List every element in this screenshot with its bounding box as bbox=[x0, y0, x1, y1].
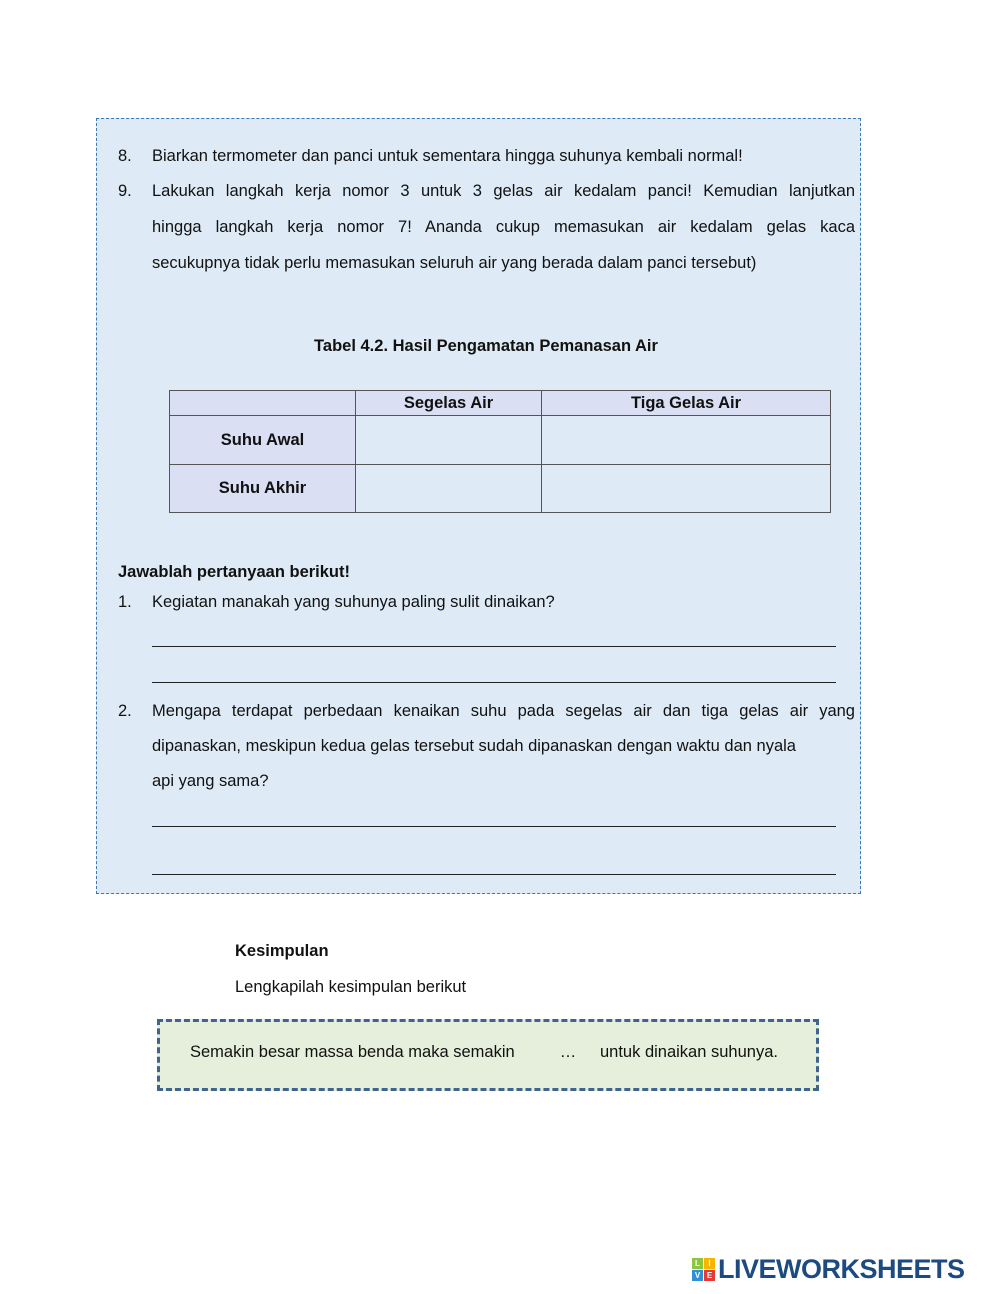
table-header: Tiga Gelas Air bbox=[542, 391, 831, 416]
logo-square: E bbox=[704, 1270, 715, 1281]
step-number: 8. bbox=[118, 147, 132, 165]
answer-line[interactable] bbox=[152, 628, 836, 647]
answer-line[interactable] bbox=[152, 856, 836, 875]
question-text: Mengapa terdapat perbedaan kenaikan suhu pada segelas air dan tiga gelas air yang bbox=[152, 702, 855, 720]
step-text: Biarkan termometer dan panci untuk sementara hingga suhunya kembali normal! bbox=[152, 147, 743, 165]
logo-square: L bbox=[692, 1258, 703, 1269]
conclusion-instruction: Lengkapilah kesimpulan berikut bbox=[235, 978, 467, 996]
step-number: 9. bbox=[118, 182, 132, 200]
logo-squares-icon bbox=[692, 1258, 715, 1281]
logo-square: I bbox=[704, 1258, 715, 1269]
liveworksheets-logo bbox=[692, 1254, 965, 1285]
answer-line[interactable] bbox=[152, 664, 836, 683]
conclusion-text: Semakin besar massa benda maka semakin bbox=[190, 1043, 515, 1061]
logo-square: V bbox=[692, 1270, 703, 1281]
table-title: Tabel 4.2. Hasil Pengamatan Pemanasan Air bbox=[314, 337, 658, 355]
question-number: 1. bbox=[118, 593, 132, 611]
answer-line[interactable] bbox=[152, 808, 836, 827]
question-text: api yang sama? bbox=[152, 772, 269, 790]
conclusion-blank[interactable]: … bbox=[559, 1043, 577, 1061]
question-text: dipanaskan, meskipun kedua gelas tersebut sudah dipanaskan dengan waktu dan nyala bbox=[152, 737, 796, 755]
table-header: Segelas Air bbox=[356, 391, 542, 416]
questions-heading: Jawablah pertanyaan berikut! bbox=[118, 563, 350, 581]
cell-tiga-awal[interactable] bbox=[542, 416, 831, 465]
step-text: secukupnya tidak perlu memasukan seluruh air yang berada dalam panci tersebut) bbox=[152, 254, 757, 272]
cell-segelas-awal[interactable] bbox=[356, 416, 542, 465]
observation-table bbox=[169, 390, 831, 513]
question-number: 2. bbox=[118, 702, 132, 720]
conclusion-heading: Kesimpulan bbox=[235, 942, 329, 960]
question-text: Kegiatan manakah yang suhunya paling sulit dinaikan? bbox=[152, 593, 555, 611]
table-header bbox=[170, 391, 356, 416]
logo-text: LIVEWORKSHEETS bbox=[718, 1254, 965, 1284]
row-label: Suhu Akhir bbox=[170, 465, 356, 513]
step-text: Lakukan langkah kerja nomor 3 untuk 3 gelas air kedalam panci! Kemudian lanjutkan bbox=[152, 182, 855, 200]
cell-segelas-akhir[interactable] bbox=[356, 465, 542, 513]
row-label: Suhu Awal bbox=[170, 416, 356, 465]
conclusion-text: untuk dinaikan suhunya. bbox=[600, 1043, 778, 1061]
cell-tiga-akhir[interactable] bbox=[542, 465, 831, 513]
step-text: hingga langkah kerja nomor 7! Ananda cukup memasukan air kedalam gelas kaca bbox=[152, 218, 855, 236]
